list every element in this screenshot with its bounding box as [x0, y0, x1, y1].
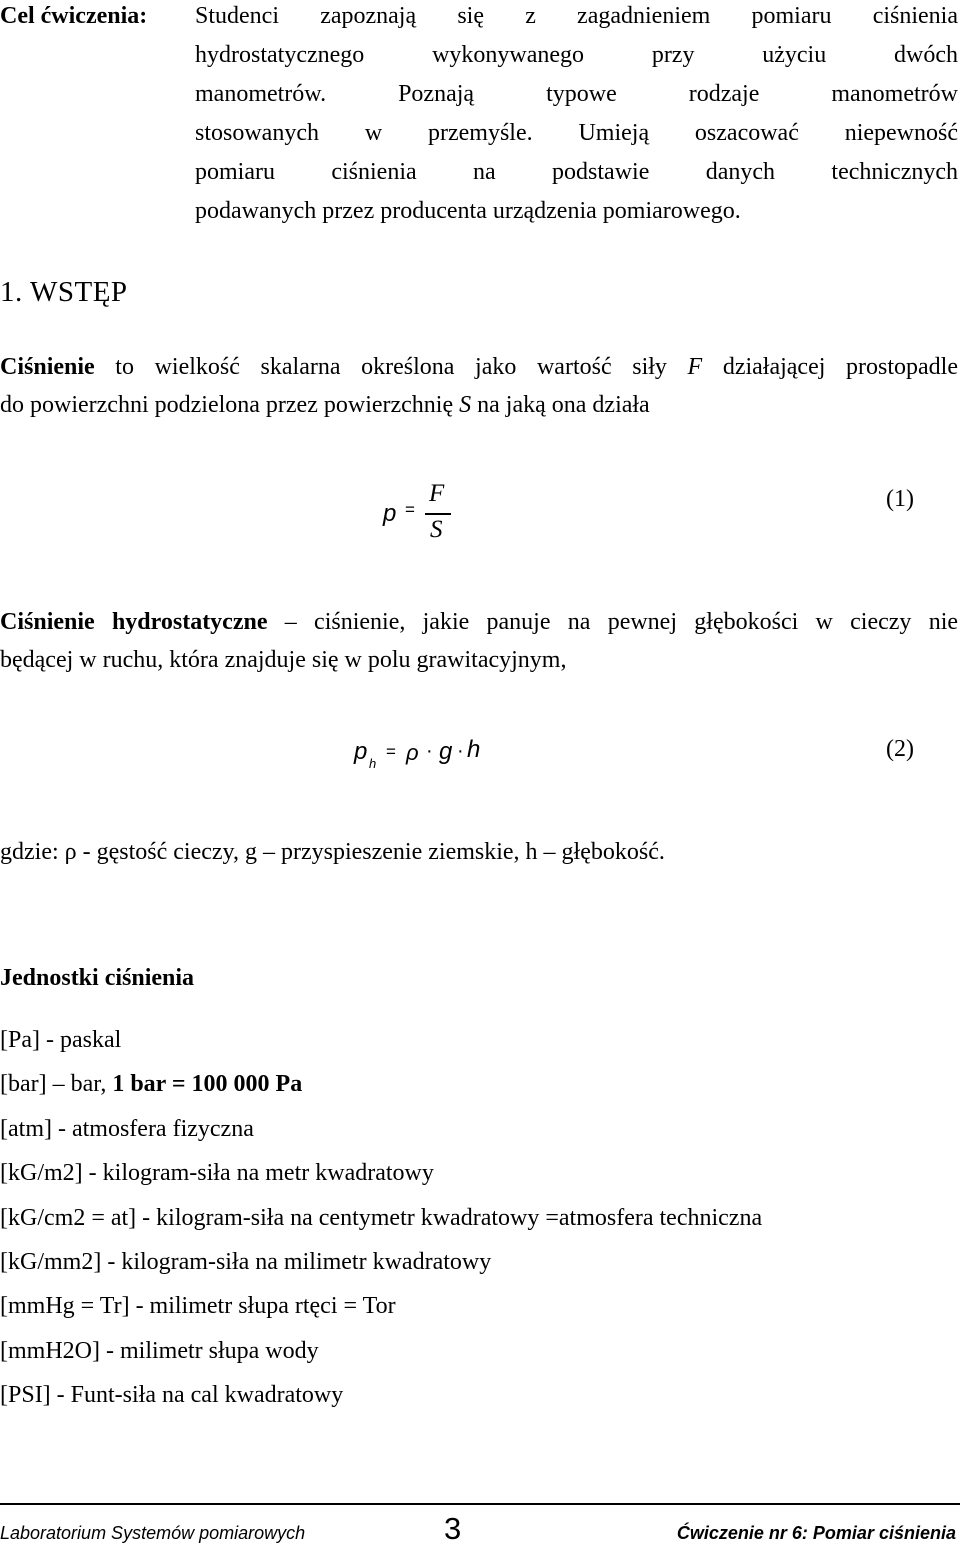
- eq2-rho: ρ: [406, 740, 419, 765]
- equation-2: [0, 736, 958, 776]
- objective-line: hydrostatycznego wykonywanego przy użyciu dwóch: [195, 42, 958, 68]
- objective-line: manometrów. Poznają typowe rodzaje manometrów: [195, 81, 958, 107]
- units-heading: Jednostki ciśnienia: [0, 965, 195, 991]
- units-list: [0, 1022, 762, 1422]
- footer-divider: [0, 1503, 960, 1505]
- objective-label: Cel ćwiczenia:: [0, 3, 148, 29]
- objective-block: [0, 0, 958, 234]
- equation-1: [0, 478, 958, 548]
- definition-text: do powierzchni podzielona przez powierzchnię: [0, 392, 460, 418]
- list-item: [kG/mm2] - kilogram-siła na milimetr kwadratowy: [0, 1248, 492, 1275]
- eq1-fraction-bar: [425, 513, 451, 515]
- page-number: 3: [444, 1511, 462, 1546]
- list-item: [atm] - atmosfera fizyczna: [0, 1115, 254, 1142]
- section-heading: 1. WSTĘP: [0, 276, 128, 308]
- bar-conversion: 1 bar = 100 000 Pa: [112, 1071, 303, 1098]
- term-pressure: Ciśnienie: [0, 354, 95, 380]
- term-hydrostatic: Ciśnienie hydrostatyczne: [0, 609, 268, 635]
- objective-line: pomiaru ciśnienia na podstawie danych technicznych: [195, 159, 958, 185]
- definition-text: na jaką ona działa: [471, 392, 650, 418]
- definition-text: – ciśnienie, jakie panuje na pewnej głębokości w cieczy nie: [267, 609, 959, 635]
- eq1-numerator: F: [429, 480, 445, 507]
- list-item: [bar] – bar, 1 bar = 100 000 Pa: [0, 1071, 303, 1098]
- objective-line: podawanych przez producenta urządzenia pomiarowego.: [195, 198, 741, 224]
- eq2-g: g: [439, 738, 453, 765]
- eq2-number: (2): [886, 736, 914, 762]
- eq2-h: h: [467, 736, 481, 763]
- symbol-F: F: [687, 354, 703, 380]
- footer-right: Ćwiczenie nr 6: Pomiar ciśnienia: [676, 1523, 956, 1543]
- eq2-dot: ·: [426, 740, 433, 762]
- objective-line: stosowanych w przemyśle. Umieją oszacować niepewność: [195, 120, 958, 146]
- symbol-S: S: [459, 392, 472, 418]
- eq2-p: p: [354, 738, 368, 765]
- objective-line: Studenci zapoznają się z zagadnieniem pomiaru ciśnienia: [195, 3, 958, 29]
- footer-left: Laboratorium Systemów pomiarowych: [0, 1523, 306, 1543]
- eq2-dot: ·: [457, 740, 464, 762]
- hydrostatic-definition: [0, 603, 958, 679]
- where-line: gdzie: ρ - gęstość cieczy, g – przyspieszenie ziemskie, h – głębokość.: [0, 839, 665, 865]
- list-item: [PSI] - Funt-siła na cal kwadratowy: [0, 1382, 344, 1409]
- list-item: [mmH2O] - milimetr słupa wody: [0, 1337, 319, 1364]
- pressure-definition: [0, 348, 958, 424]
- definition-text: to wielkość skalarna określona jako wartość siły: [94, 354, 688, 380]
- list-item: [kG/m2] - kilogram-siła na metr kwadratowy: [0, 1160, 434, 1187]
- eq2-subscript: h: [369, 756, 377, 771]
- eq1-equals: =: [405, 500, 415, 519]
- list-item: [mmHg = Tr] - milimetr słupa rtęci = Tor: [0, 1293, 396, 1320]
- list-item: [kG/cm2 = at] - kilogram-siła na centymetr kwadratowy =atmosfera techniczna: [0, 1204, 763, 1231]
- definition-text: będącej w ruchu, która znajduje się w polu grawitacyjnym,: [0, 647, 567, 673]
- list-item: [Pa] - paskal: [0, 1027, 122, 1053]
- eq1-lhs: p: [383, 500, 397, 527]
- eq1-number: (1): [886, 486, 914, 512]
- eq1-denominator: S: [430, 516, 443, 543]
- definition-text: działającej prostopadle: [702, 354, 959, 380]
- eq2-equals: =: [386, 742, 396, 761]
